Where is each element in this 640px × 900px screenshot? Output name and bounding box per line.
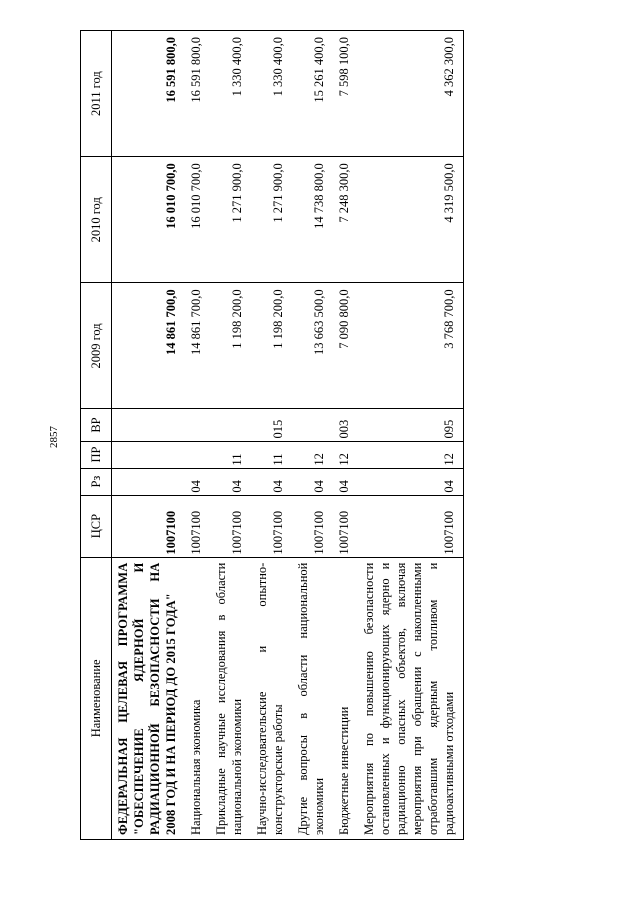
cell-csr: 1007100: [112, 495, 186, 557]
cell-name: Национальная экономика: [185, 557, 210, 839]
cell-csr: 1007100: [251, 495, 292, 557]
cell-2009: 1 198 200,0: [251, 283, 292, 409]
cell-rz: 04: [185, 468, 210, 495]
cell-name: Другие вопросы в области национальной экономики: [292, 557, 333, 839]
cell-rz: 04: [292, 468, 333, 495]
cell-csr: 1007100: [333, 495, 358, 557]
cell-vr: 095: [358, 409, 464, 441]
cell-rz: [112, 468, 186, 495]
cell-pr: 12: [358, 441, 464, 468]
cell-csr: 1007100: [292, 495, 333, 557]
cell-pr: [112, 441, 186, 468]
cell-pr: 11: [251, 441, 292, 468]
budget-table: [80, 30, 464, 840]
cell-2009: 14 861 700,0: [112, 283, 186, 409]
table-row: [333, 31, 358, 840]
cell-2010: 1 271 900,0: [210, 157, 251, 283]
cell-name: Научно-исследовательские и опытно-конструкторские работы: [251, 557, 292, 839]
cell-2011: 7 598 100,0: [333, 31, 358, 157]
header-vr: ВР: [81, 409, 112, 441]
cell-2011: 1 330 400,0: [251, 31, 292, 157]
cell-pr: 12: [333, 441, 358, 468]
header-rz: Рз: [81, 468, 112, 495]
cell-pr: 11: [210, 441, 251, 468]
cell-rz: 04: [210, 468, 251, 495]
header-pr: ПР: [81, 441, 112, 468]
cell-2011: 16 591 800,0: [112, 31, 186, 157]
cell-csr: 1007100: [185, 495, 210, 557]
table-row-program: [112, 31, 186, 840]
cell-name: Мероприятия по повышению безопасности остановленных и функционирующих ядерно и радиационно опасных объектов, включая мероприятия при обращении с накопленными отработавшим ядерным топливом и радиоактивными отходами: [358, 557, 464, 839]
cell-2010: 16 010 700,0: [112, 157, 186, 283]
header-2009: 2009 год: [81, 283, 112, 409]
header-2010: 2010 год: [81, 157, 112, 283]
cell-2011: 4 362 300,0: [358, 31, 464, 157]
cell-2009: 1 198 200,0: [210, 283, 251, 409]
cell-2010: 4 319 500,0: [358, 157, 464, 283]
cell-vr: [185, 409, 210, 441]
cell-2011: 1 330 400,0: [210, 31, 251, 157]
table-row: [210, 31, 251, 840]
page-number: 2857: [48, 426, 60, 448]
cell-2009: 3 768 700,0: [358, 283, 464, 409]
header-csr: ЦСР: [81, 495, 112, 557]
cell-rz: 04: [358, 468, 464, 495]
cell-vr: 003: [333, 409, 358, 441]
cell-2010: 16 010 700,0: [185, 157, 210, 283]
table-row: [251, 31, 292, 840]
header-name: Наименование: [81, 557, 112, 839]
cell-vr: [292, 409, 333, 441]
cell-2009: 14 861 700,0: [185, 283, 210, 409]
table-row: [185, 31, 210, 840]
table-row: [292, 31, 333, 840]
cell-2011: 16 591 800,0: [185, 31, 210, 157]
cell-vr: 015: [251, 409, 292, 441]
rotated-page-content: [80, 30, 535, 840]
cell-rz: 04: [333, 468, 358, 495]
cell-csr: 1007100: [210, 495, 251, 557]
table-row: [358, 31, 464, 840]
cell-vr: [210, 409, 251, 441]
cell-name: ФЕДЕРАЛЬНАЯ ЦЕЛЕВАЯ ПРОГРАММА "ОБЕСПЕЧЕНИЕ ЯДЕРНОЙ И РАДИАЦИОННОЙ БЕЗОПАСНОСТИ НА 2008 ГОД И НА ПЕРИОД ДО 2015 ГОДА": [112, 557, 186, 839]
cell-2009: 13 663 500,0: [292, 283, 333, 409]
cell-pr: 12: [292, 441, 333, 468]
table-header-row: [81, 31, 112, 840]
cell-vr: [112, 409, 186, 441]
cell-csr: 1007100: [358, 495, 464, 557]
cell-name: Бюджетные инвестиции: [333, 557, 358, 839]
cell-rz: 04: [251, 468, 292, 495]
cell-name: Прикладные научные исследования в области национальной экономики: [210, 557, 251, 839]
cell-2009: 7 090 800,0: [333, 283, 358, 409]
header-2011: 2011 год: [81, 31, 112, 157]
cell-2010: 1 271 900,0: [251, 157, 292, 283]
cell-2011: 15 261 400,0: [292, 31, 333, 157]
cell-2010: 7 248 300,0: [333, 157, 358, 283]
cell-2010: 14 738 800,0: [292, 157, 333, 283]
cell-pr: [185, 441, 210, 468]
